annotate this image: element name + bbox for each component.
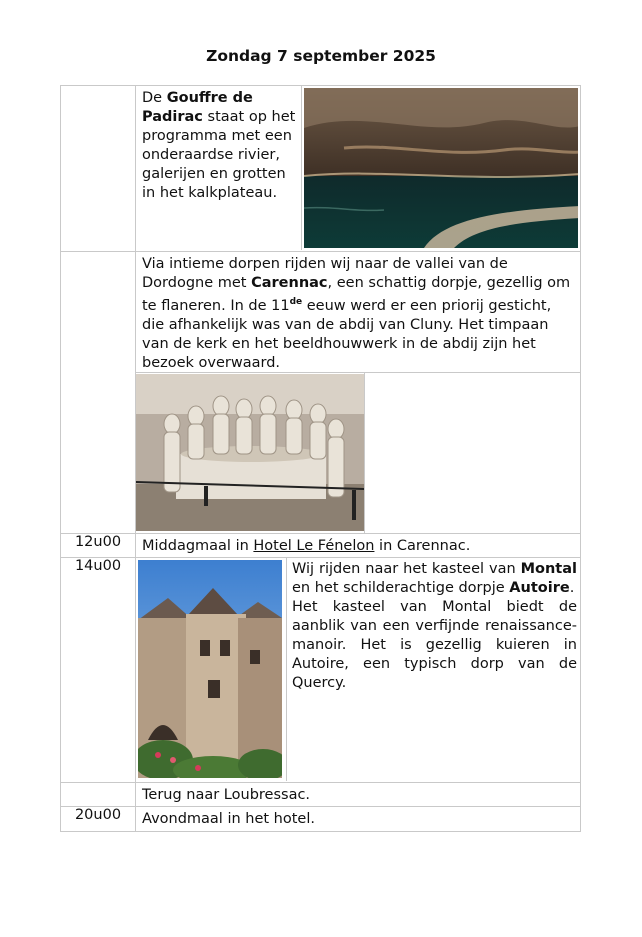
time-cell (61, 783, 136, 807)
table-row (61, 558, 581, 783)
dinner-text: Avondmaal in het hotel. (142, 811, 315, 827)
text-span: in Carennac. (374, 538, 471, 554)
padirac-name: Gouffre de Padirac (142, 90, 253, 125)
text-span: . (569, 580, 575, 596)
content-cell (136, 807, 581, 832)
sculpture-photo (136, 373, 365, 533)
content-cell (136, 252, 581, 534)
montal-para-2: Het kasteel van Montal biedt de aanblik van een verfijnde renaissance-manoir. Het is gezellig kuieren in Autoire, een typisch dorp van de Quercy. (292, 599, 577, 691)
schedule-table (60, 85, 581, 832)
text-span: Wij rijden naar het kasteel van (292, 561, 521, 577)
text-span: De (142, 90, 167, 106)
table-row (61, 534, 581, 558)
content-cell (136, 86, 581, 252)
text-span: , een schattig dorpje, gezellig om te flaneren. In de 11 (142, 275, 571, 314)
table-row (61, 807, 581, 832)
carennac-name: Carennac (251, 275, 328, 291)
carennac-text (136, 252, 580, 373)
superscript: de (289, 297, 303, 307)
text-span: Middagmaal in (142, 538, 254, 554)
montal-name: Montal (520, 561, 577, 577)
table-row (61, 252, 581, 534)
content-cell (136, 783, 581, 807)
text-span: staat op het programma met een onderaardse rivier, galerijen en grotten in het kalkplateau. (142, 109, 296, 201)
table-row (61, 783, 581, 807)
return-text: Terug naar Loubressac. (142, 787, 311, 803)
montal-para-1 (292, 560, 577, 598)
text-span: eeuw werd er een priorij gesticht, die afhankelijk was van de abdij van Cluny. Het timpaan van de kerk en het beeldhouwwerk in de abdij zijn het bezoek overwaard. (142, 297, 552, 371)
text-span: Via intieme dorpen rijden wij naar de vallei van de Dordogne met (142, 256, 508, 291)
autoire-name: Autoire (509, 580, 570, 596)
time-cell (61, 86, 136, 252)
page-title: Zondag 7 september 2025 (206, 47, 436, 65)
cave-image (304, 88, 578, 248)
montal-text (287, 558, 580, 781)
content-cell (136, 558, 581, 783)
content-cell (136, 534, 581, 558)
time-cell (61, 252, 136, 534)
hotel-link[interactable]: Hotel Le Fénelon (253, 538, 375, 554)
time-cell: 20u00 (61, 807, 136, 832)
padirac-text (136, 86, 302, 250)
empty-cell (365, 373, 580, 533)
castle-photo (136, 558, 287, 781)
sculpture-image (136, 374, 364, 531)
text-span: en het schilderachtige dorpje (292, 580, 510, 596)
castle-image (138, 560, 282, 778)
time-cell: 14u00 (61, 558, 136, 783)
time-cell: 12u00 (61, 534, 136, 558)
lunch-text (136, 534, 580, 556)
cave-photo (304, 88, 578, 248)
table-row (61, 86, 581, 252)
